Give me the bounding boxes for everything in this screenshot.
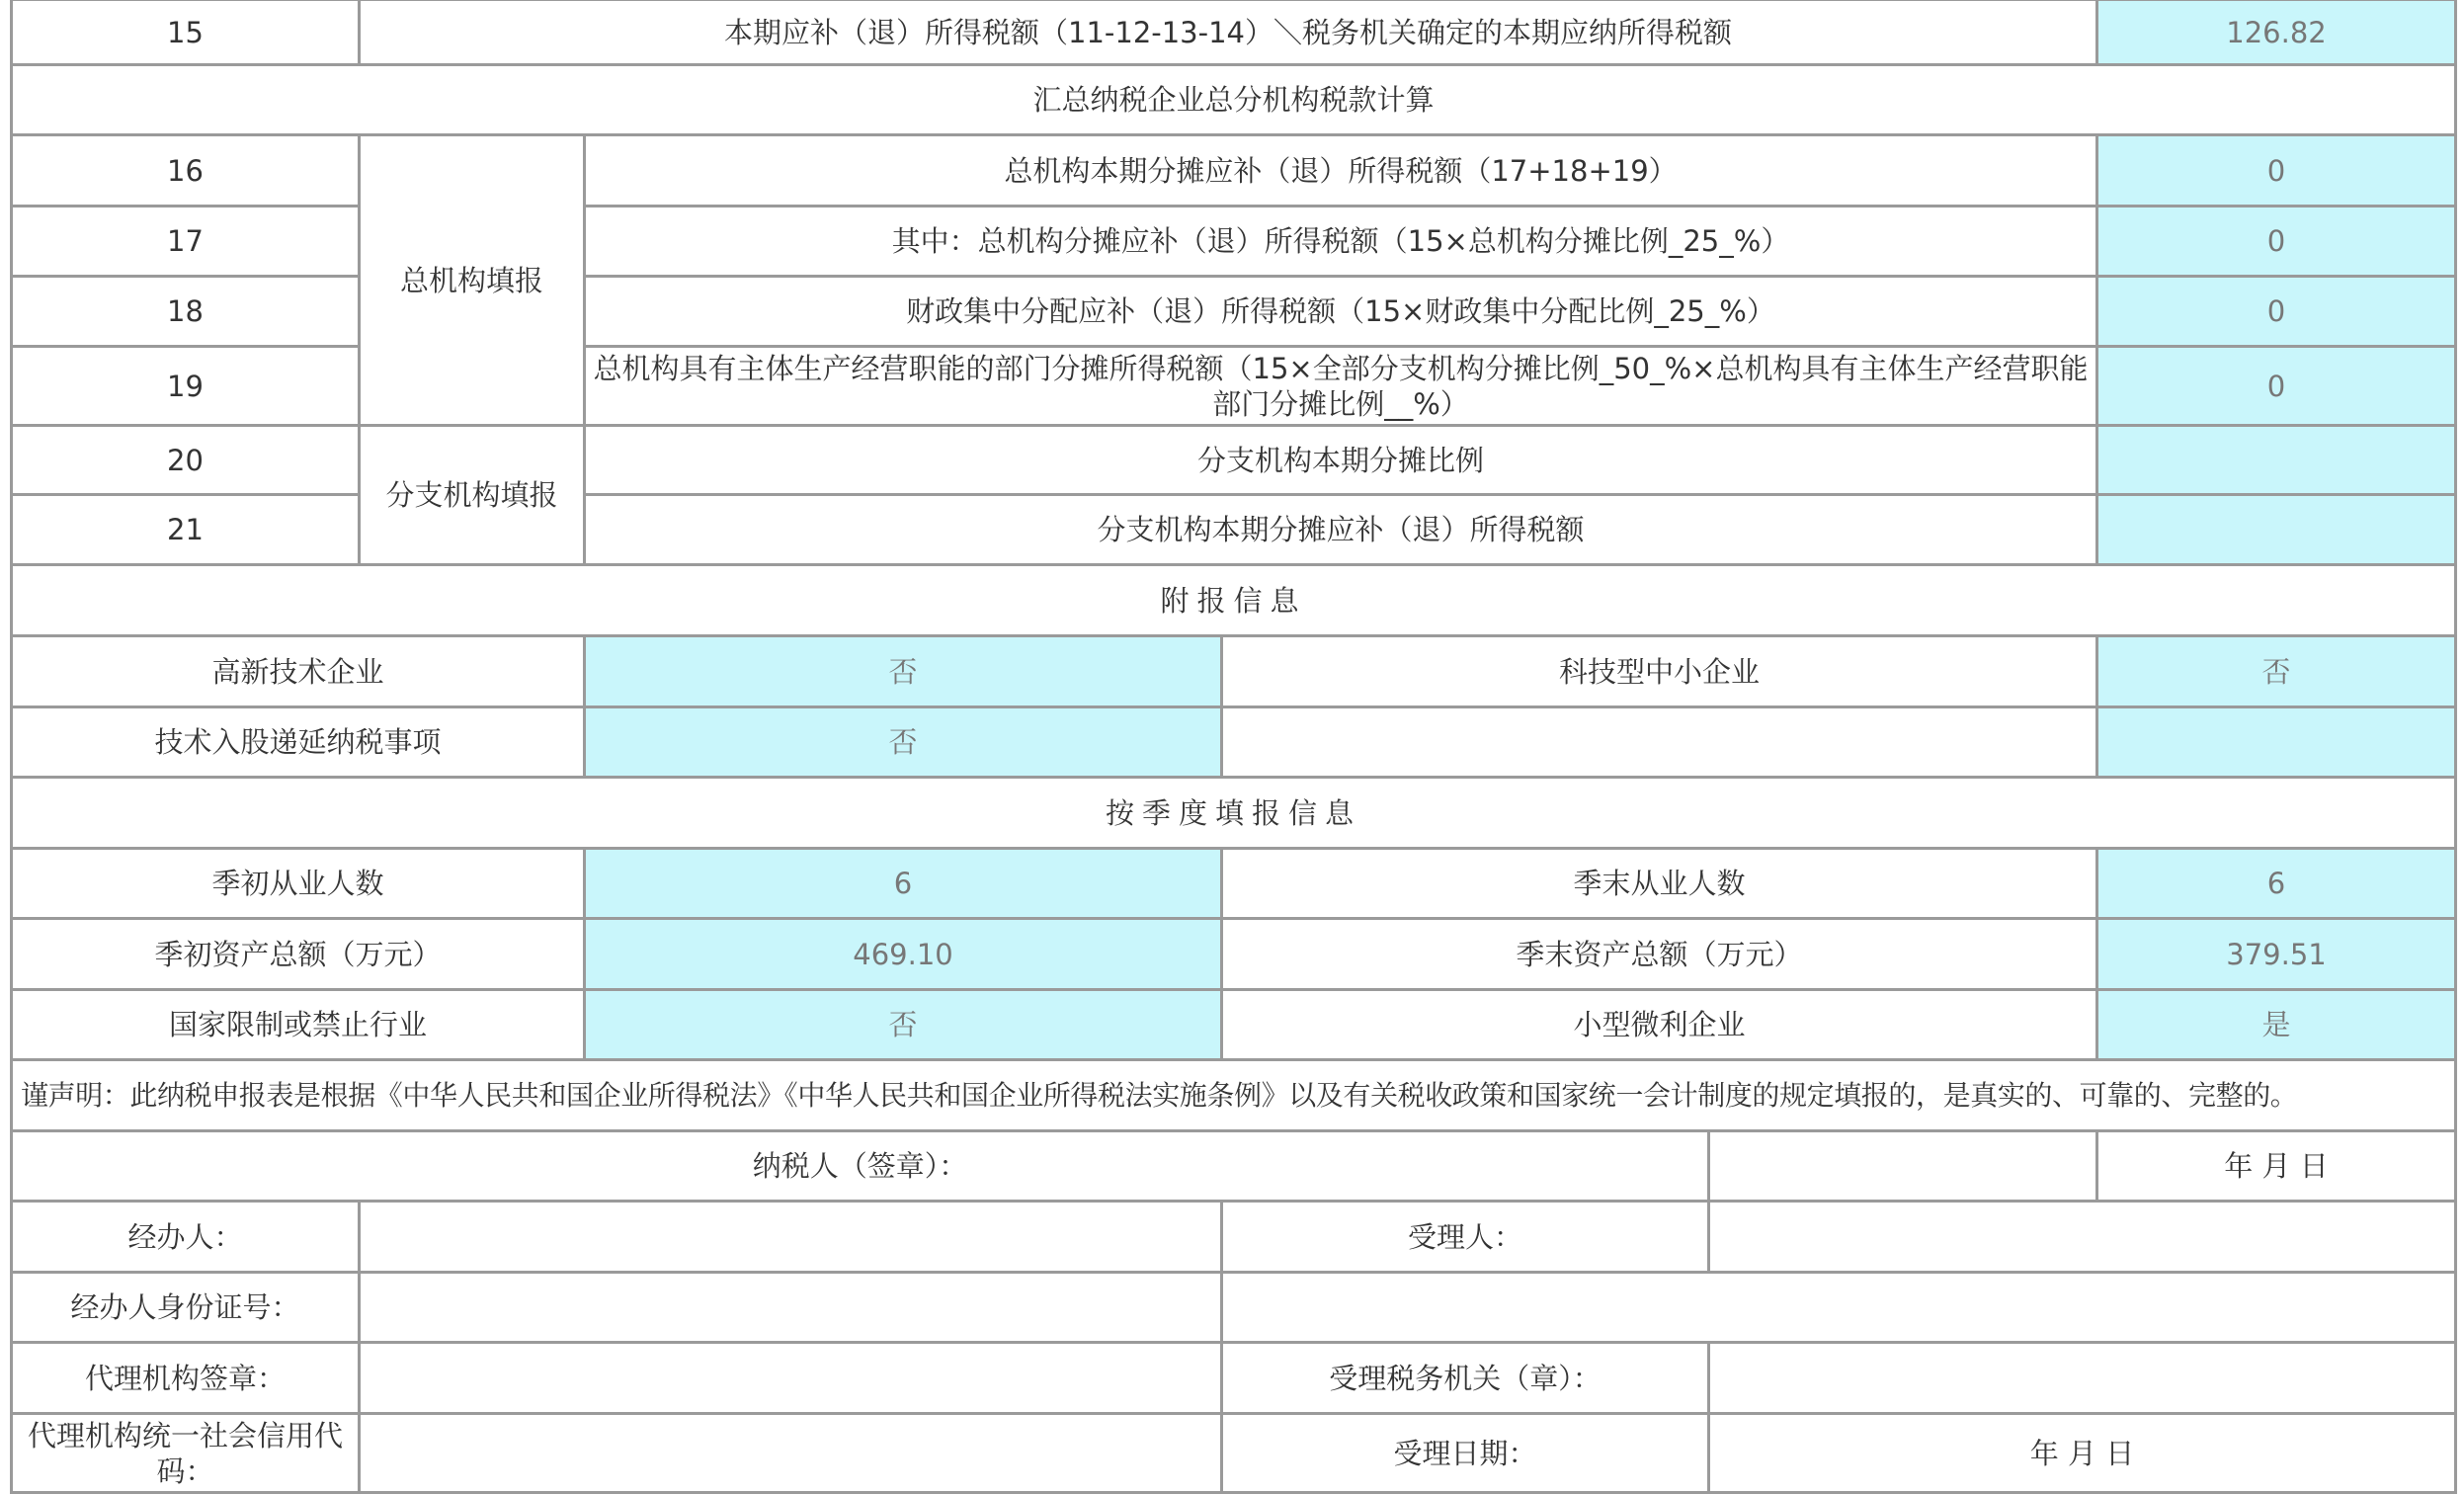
section-title: 汇总纳税企业总分机构税款计算 (12, 65, 2456, 135)
section-title: 按季度填报信息 (12, 778, 2456, 849)
row-label: 分支机构本期分摊比例 (585, 426, 2097, 495)
row-assets (12, 919, 2456, 990)
row-agency-seal (12, 1343, 2456, 1414)
assets-start-value[interactable]: 469.10 (585, 919, 1222, 990)
section-header-quarterly (12, 778, 2456, 849)
row-16-value[interactable]: 0 (2097, 135, 2456, 207)
employees-end-value[interactable]: 6 (2097, 849, 2456, 919)
taxpayer-seal-label: 纳税人（签章）： (12, 1131, 1709, 1202)
agency-seal-label: 代理机构签章： (12, 1343, 360, 1414)
taxpayer-seal-field[interactable] (1709, 1131, 2097, 1202)
row-tech-equity (12, 707, 2456, 778)
row-restricted (12, 990, 2456, 1060)
row-20-value[interactable] (2097, 426, 2456, 495)
restricted-industry-value[interactable]: 否 (585, 990, 1222, 1060)
row-number: 21 (12, 495, 360, 565)
handler-field[interactable] (360, 1202, 1222, 1273)
row-label: 财政集中分配应补（退）所得税额（15×财政集中分配比例_25_%） (585, 277, 2097, 347)
row-agency-credit (12, 1414, 2456, 1493)
employees-start-value[interactable]: 6 (585, 849, 1222, 919)
accept-date-value: 年 月 日 (1709, 1414, 2456, 1493)
declaration-statement: 谨声明：此纳税申报表是根据《中华人民共和国企业所得税法》《中华人民共和国企业所得税法实施条例》以及有关税收政策和国家统一会计制度的规定填报的，是真实的、可靠的、完整的。 (12, 1060, 2456, 1131)
handler-id-label: 经办人身份证号： (12, 1273, 360, 1343)
tech-equity-value[interactable]: 否 (585, 707, 1222, 778)
field-label: 科技型中小企业 (1222, 636, 2097, 707)
field-label: 高新技术企业 (12, 636, 585, 707)
section-header-attached (12, 565, 2456, 636)
empty-cell (1222, 707, 2097, 778)
empty-cell (1222, 1273, 2456, 1343)
row-label: 总机构具有主体生产经营职能的部门分摊所得税额（15×全部分支机构分摊比例_50_%×总机构具有主体生产经营职能部门分摊比例__%） (585, 347, 2097, 426)
row-number: 16 (12, 135, 360, 207)
empty-value-cell[interactable] (2097, 707, 2456, 778)
handler-label: 经办人： (12, 1202, 360, 1273)
row-handler-id (12, 1273, 2456, 1343)
row-21-value[interactable] (2097, 495, 2456, 565)
row-label: 本期应补（退）所得税额（11-12-13-14）＼税务机关确定的本期应纳所得税额 (360, 0, 2097, 65)
row-17-value[interactable]: 0 (2097, 207, 2456, 277)
group-branch: 分支机构填报 (360, 426, 585, 565)
field-label: 季初从业人数 (12, 849, 585, 919)
row-18-value[interactable]: 0 (2097, 277, 2456, 347)
field-label: 国家限制或禁止行业 (12, 990, 585, 1060)
row-number: 15 (12, 0, 360, 65)
field-label: 技术入股递延纳税事项 (12, 707, 585, 778)
agency-credit-code-field[interactable] (360, 1414, 1222, 1493)
field-label: 季初资产总额（万元） (12, 919, 585, 990)
handler-id-field[interactable] (360, 1273, 1222, 1343)
agency-seal-field[interactable] (360, 1343, 1222, 1414)
section-header-summary (12, 65, 2456, 135)
tax-declaration-table (10, 0, 2457, 1494)
acceptor-field[interactable] (1709, 1202, 2456, 1273)
row-high-tech (12, 636, 2456, 707)
row-number: 17 (12, 207, 360, 277)
tax-office-seal-label: 受理税务机关（章）： (1222, 1343, 1709, 1414)
sci-tech-sme-value[interactable]: 否 (2097, 636, 2456, 707)
row-number: 18 (12, 277, 360, 347)
row-label: 其中：总机构分摊应补（退）所得税额（15×总机构分摊比例_25_%） (585, 207, 2097, 277)
row-number: 19 (12, 347, 360, 426)
row-taxpayer-seal (12, 1131, 2456, 1202)
field-label: 小型微利企业 (1222, 990, 2097, 1060)
row-19-value[interactable]: 0 (2097, 347, 2456, 426)
row-employees (12, 849, 2456, 919)
tax-office-seal-field[interactable] (1709, 1343, 2456, 1414)
row-label: 分支机构本期分摊应补（退）所得税额 (585, 495, 2097, 565)
field-label: 季末从业人数 (1222, 849, 2097, 919)
row-15 (12, 0, 2456, 65)
row-15-value[interactable]: 126.82 (2097, 0, 2456, 65)
small-micro-value[interactable]: 是 (2097, 990, 2456, 1060)
taxpayer-date: 年 月 日 (2097, 1131, 2456, 1202)
row-label: 总机构本期分摊应补（退）所得税额（17+18+19） (585, 135, 2097, 207)
section-title: 附报信息 (12, 565, 2456, 636)
field-label: 季末资产总额（万元） (1222, 919, 2097, 990)
high-tech-value[interactable]: 否 (585, 636, 1222, 707)
row-handler (12, 1202, 2456, 1273)
acceptor-label: 受理人： (1222, 1202, 1709, 1273)
row-number: 20 (12, 426, 360, 495)
agency-credit-code-label: 代理机构统一社会信用代码： (12, 1414, 360, 1493)
accept-date-label: 受理日期： (1222, 1414, 1709, 1493)
row-16 (12, 135, 2456, 207)
row-statement (12, 1060, 2456, 1131)
assets-end-value[interactable]: 379.51 (2097, 919, 2456, 990)
row-20 (12, 426, 2456, 495)
group-head-office: 总机构填报 (360, 135, 585, 426)
